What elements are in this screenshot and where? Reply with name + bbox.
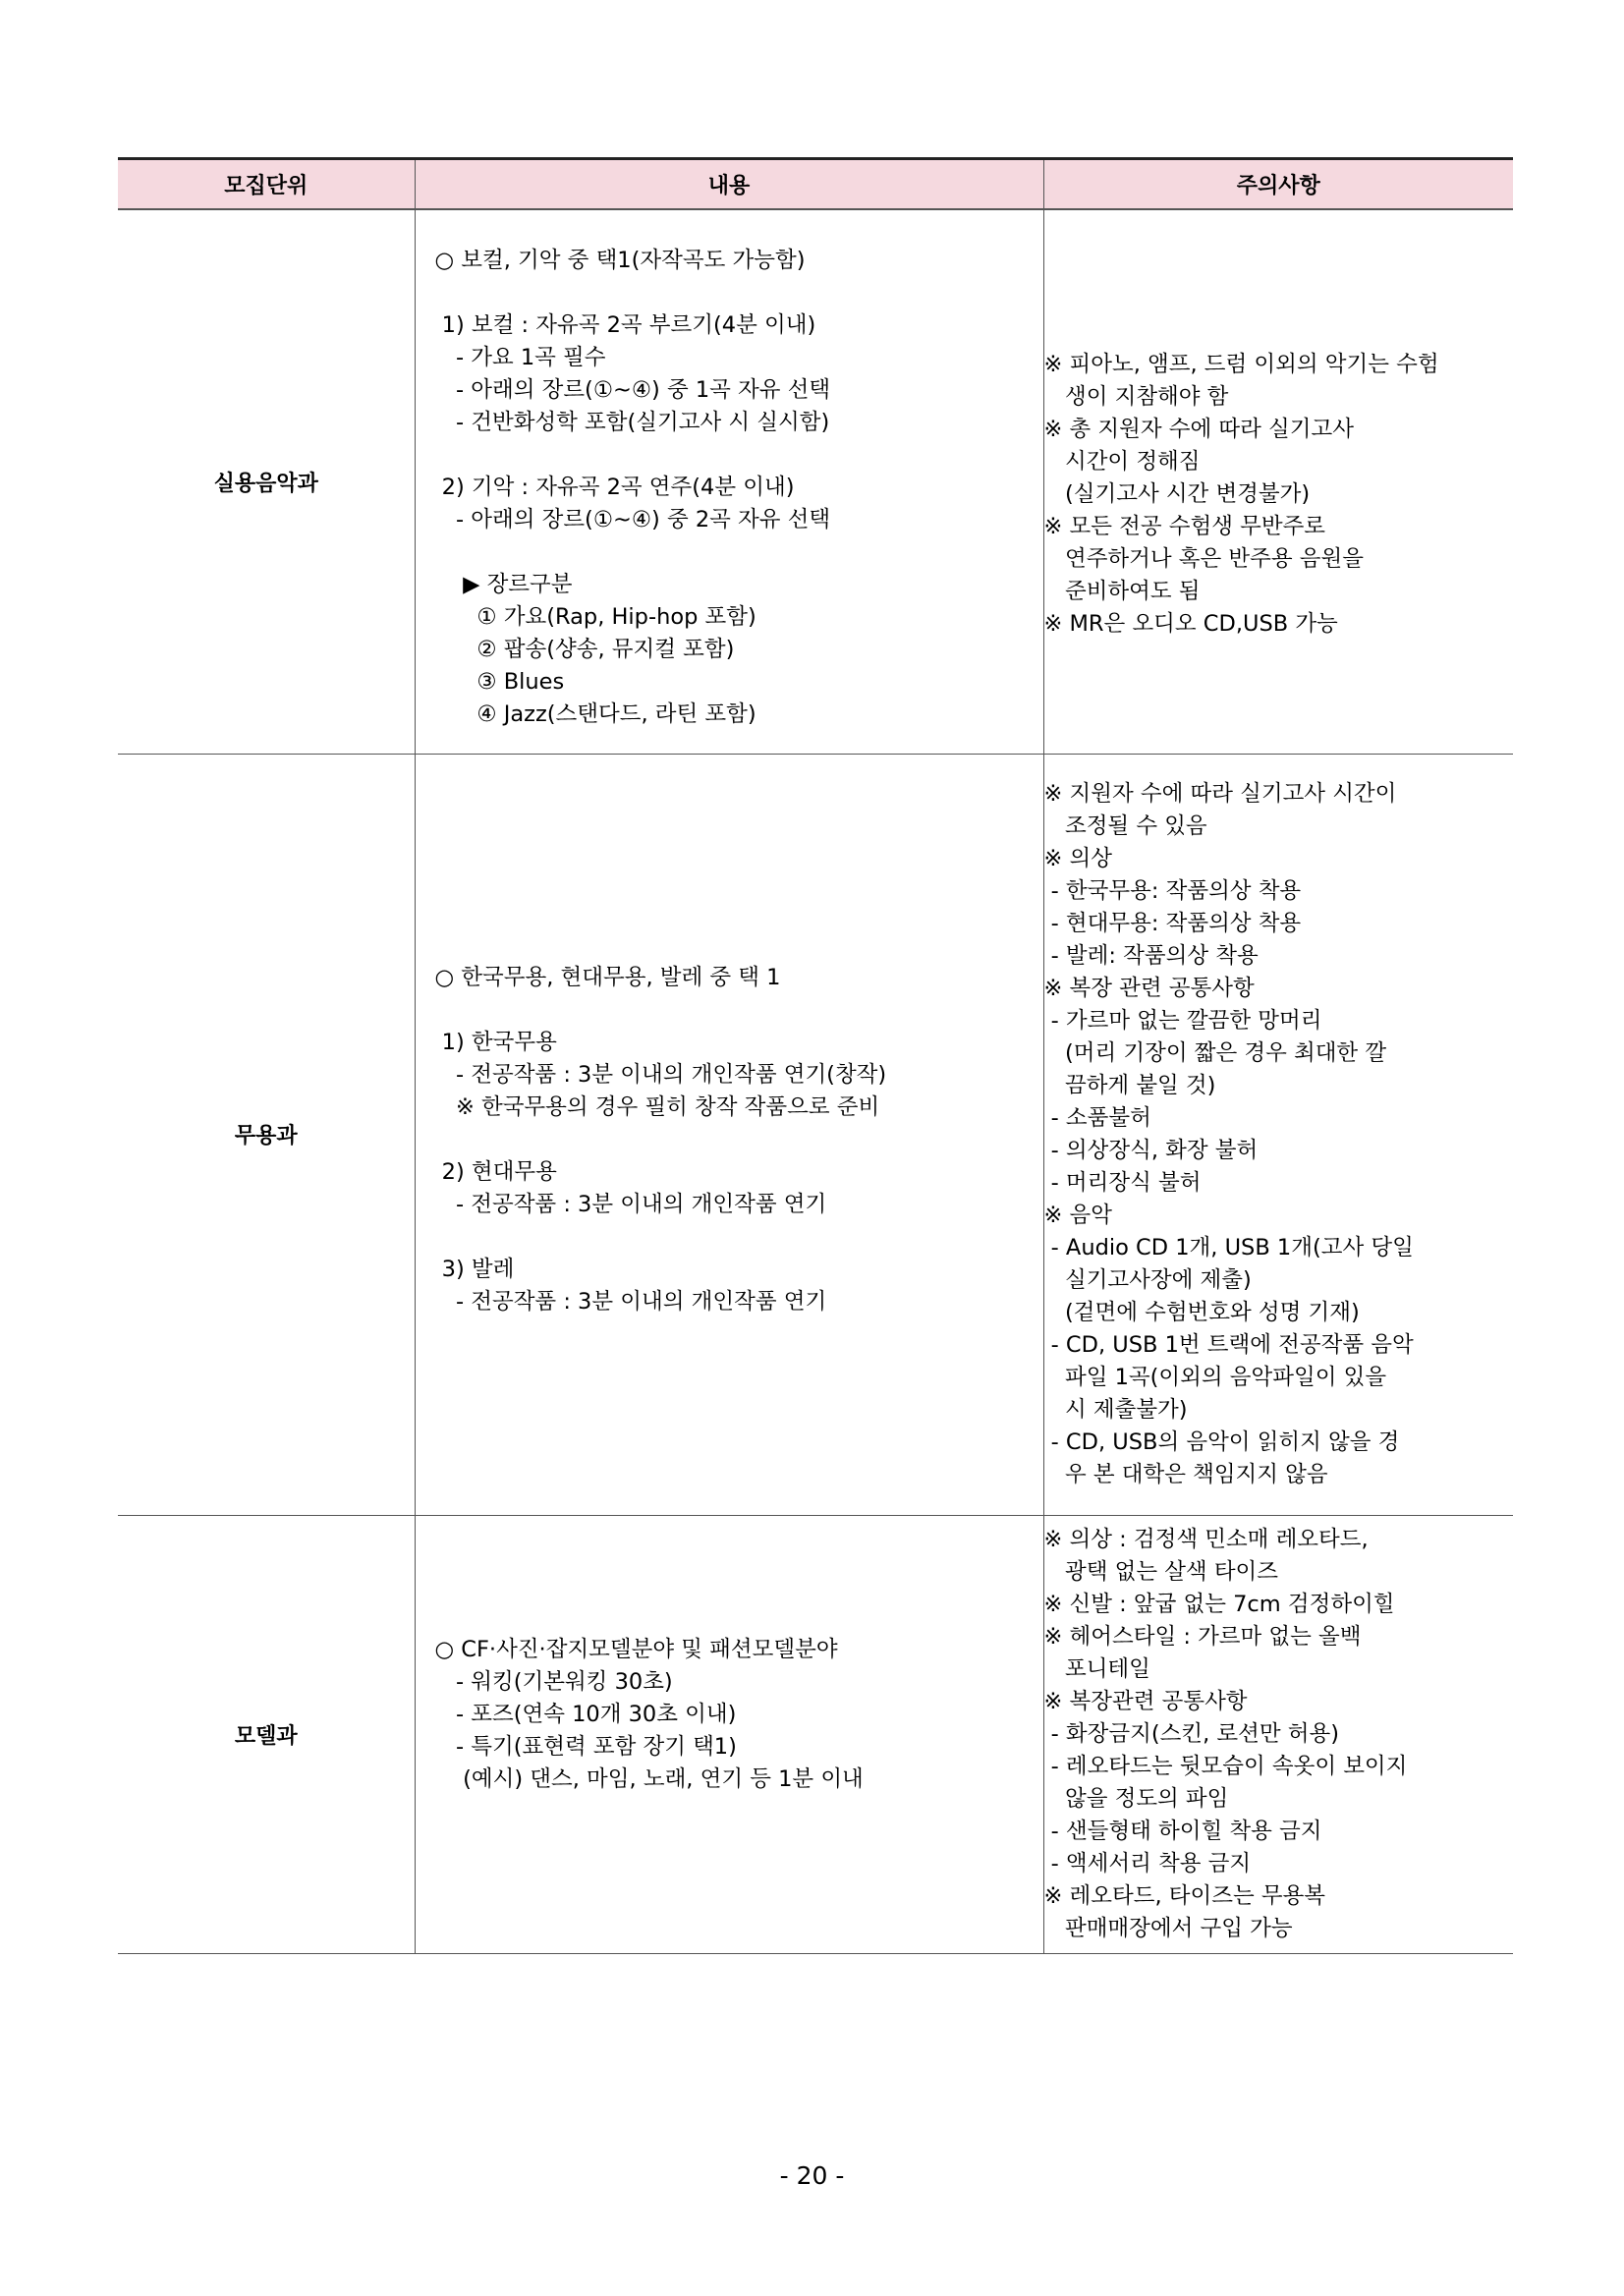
unit-cell: 실용음악과 bbox=[118, 209, 415, 754]
notes-lines bbox=[1044, 778, 1504, 1491]
text-line: ※ 총 지원자 수에 따라 실기고사 bbox=[1043, 416, 1354, 442]
text-line: ② 팝송(샹송, 뮤지컬 포함) bbox=[434, 636, 735, 662]
blank-line bbox=[435, 994, 1034, 1027]
text-line: 포니테일 bbox=[1043, 1655, 1150, 1682]
text-line: - 의상장식, 화장 불허 bbox=[1043, 1137, 1259, 1163]
text-line: - 포즈(연속 10개 30초 이내) bbox=[434, 1701, 737, 1727]
text-line: - 한국무용: 작품의상 착용 bbox=[1043, 877, 1302, 904]
text-line: 연주하거나 혹은 반주용 음원을 bbox=[1043, 545, 1364, 572]
text-line: - 전공작품 : 3분 이내의 개인작품 연기 bbox=[434, 1192, 827, 1217]
table-row-practical-music bbox=[118, 209, 1513, 754]
text-line: ○ 한국무용, 현대무용, 발레 중 택 1 bbox=[434, 965, 781, 990]
text-line: 1) 보컬 : 자유곡 2곡 부르기(4분 이내) bbox=[434, 311, 816, 338]
text-line: ▶ 장르구분 bbox=[434, 571, 573, 597]
text-line: - 머리장식 불허 bbox=[1043, 1169, 1202, 1196]
text-line: (머리 기장이 짧은 경우 최대한 깔 bbox=[1043, 1039, 1387, 1066]
text-line: - 소품불허 bbox=[1043, 1104, 1151, 1131]
text-line: 파일 1곡(이외의 음악파일이 있을 bbox=[1043, 1364, 1387, 1390]
text-line: ※ 신발 : 앞굽 없는 7cm 검정하이힐 bbox=[1043, 1591, 1395, 1617]
notes-lines bbox=[1044, 349, 1504, 641]
text-line: 1) 한국무용 bbox=[434, 1030, 557, 1055]
text-line: - 전공작품 : 3분 이내의 개인작품 연기(창작) bbox=[434, 1062, 887, 1088]
text-line: ④ Jazz(스탠다드, 라틴 포함) bbox=[434, 700, 756, 727]
text-line: - 샌들형태 하이힐 착용 금지 bbox=[1043, 1818, 1322, 1844]
content-cell bbox=[415, 209, 1043, 754]
text-line: - CD, USB 1번 트랙에 전공작품 음악 bbox=[1043, 1331, 1414, 1358]
table-header-row bbox=[118, 159, 1513, 210]
text-line: ※ 복장관련 공통사항 bbox=[1043, 1688, 1248, 1714]
content-lines bbox=[435, 245, 1034, 731]
table-row-dance bbox=[118, 754, 1513, 1515]
table-row-model bbox=[118, 1515, 1513, 1953]
text-line: 2) 기악 : 자유곡 2곡 연주(4분 이내) bbox=[434, 474, 795, 500]
unit-cell: 무용과 bbox=[118, 754, 415, 1515]
text-line: ※ 피아노, 앰프, 드럼 이외의 악기는 수험 bbox=[1043, 351, 1439, 377]
text-line: 실기고사장에 제출) bbox=[1043, 1266, 1252, 1293]
text-line: 3) 발레 bbox=[434, 1257, 515, 1282]
blank-line bbox=[435, 536, 1034, 569]
text-line: 광택 없는 살색 타이즈 bbox=[1043, 1558, 1279, 1585]
content-cell bbox=[415, 754, 1043, 1515]
text-line: - 화장금지(스킨, 로션만 허용) bbox=[1043, 1720, 1340, 1747]
unit-cell: 모델과 bbox=[118, 1515, 415, 1953]
text-line: - 아래의 장르(①~④) 중 1곡 자유 선택 bbox=[434, 376, 831, 403]
notes-cell bbox=[1043, 209, 1513, 754]
text-line: 준비하여도 됨 bbox=[1043, 578, 1201, 604]
text-line: - 전공작품 : 3분 이내의 개인작품 연기 bbox=[434, 1289, 827, 1315]
content-cell bbox=[415, 1515, 1043, 1953]
text-line: ※ 지원자 수에 따라 실기고사 시간이 bbox=[1043, 780, 1397, 807]
text-line: ※ MR은 오디오 CD,USB 가능 bbox=[1043, 610, 1338, 637]
header-unit: 모집단위 bbox=[118, 159, 415, 210]
text-line: - 특기(표현력 포함 장기 택1) bbox=[434, 1733, 737, 1760]
text-line: ① 가요(Rap, Hip-hop 포함) bbox=[434, 603, 756, 630]
text-line: 시 제출불가) bbox=[1043, 1396, 1188, 1423]
text-line: - 발레: 작품의상 착용 bbox=[1043, 942, 1259, 969]
text-line: 판매매장에서 구입 가능 bbox=[1043, 1915, 1293, 1941]
text-line: - 건반화성학 포함(실기고사 시 실시함) bbox=[434, 409, 830, 435]
text-line: ※ 헤어스타일 : 가르마 없는 올백 bbox=[1043, 1623, 1362, 1650]
text-line: (예시) 댄스, 마임, 노래, 연기 등 1분 이내 bbox=[434, 1765, 864, 1792]
page-number: - 20 - bbox=[779, 2161, 845, 2190]
text-line: 2) 현대무용 bbox=[434, 1159, 557, 1185]
text-line: - 아래의 장르(①~④) 중 2곡 자유 선택 bbox=[434, 506, 831, 532]
text-line: ○ 보컬, 기악 중 택1(자작곡도 가능함) bbox=[434, 247, 806, 273]
text-line: (실기고사 시간 변경불가) bbox=[1043, 480, 1311, 507]
content-lines bbox=[435, 962, 1034, 1318]
text-line: ※ 복장 관련 공통사항 bbox=[1043, 975, 1255, 1001]
text-line: ※ 음악 bbox=[1043, 1202, 1112, 1228]
text-line: ※ 의상 bbox=[1043, 845, 1112, 871]
text-line: 시간이 정해짐 bbox=[1043, 448, 1201, 475]
blank-line bbox=[435, 1221, 1034, 1254]
text-line: ※ 모든 전공 수험생 무반주로 bbox=[1043, 513, 1326, 539]
text-line: 조정될 수 있음 bbox=[1043, 812, 1207, 839]
notes-cell bbox=[1043, 1515, 1513, 1953]
text-line: ※ 의상 : 검정색 민소매 레오타드, bbox=[1043, 1526, 1369, 1552]
text-line: - 레오타드는 뒷모습이 속옷이 보이지 bbox=[1043, 1753, 1408, 1779]
header-notes: 주의사항 bbox=[1043, 159, 1513, 210]
text-line: 우 본 대학은 책임지지 않음 bbox=[1043, 1461, 1328, 1487]
text-line: - 워킹(기본워킹 30초) bbox=[434, 1668, 673, 1695]
text-line: (겉면에 수험번호와 성명 기재) bbox=[1043, 1299, 1360, 1325]
notes-cell bbox=[1043, 754, 1513, 1515]
text-line: ○ CF·사진·잡지모델분야 및 패션모델분야 bbox=[434, 1636, 838, 1662]
text-line: - Audio CD 1개, USB 1개(고사 당일 bbox=[1043, 1234, 1414, 1260]
content-lines bbox=[435, 1634, 1034, 1796]
text-line: 끔하게 붙일 것) bbox=[1043, 1072, 1216, 1098]
text-line: ※ 한국무용의 경우 필히 창작 작품으로 준비 bbox=[434, 1094, 880, 1120]
text-line: ③ Blues bbox=[434, 668, 565, 695]
text-line: 않을 정도의 파임 bbox=[1043, 1785, 1229, 1812]
text-line: - 가요 1곡 필수 bbox=[434, 344, 606, 370]
text-line: - 현대무용: 작품의상 착용 bbox=[1043, 910, 1302, 936]
notes-lines bbox=[1044, 1524, 1504, 1945]
blank-line bbox=[435, 277, 1034, 309]
admission-requirements-table bbox=[118, 157, 1513, 1954]
header-content: 내용 bbox=[415, 159, 1043, 210]
blank-line bbox=[435, 439, 1034, 472]
text-line: 생이 지참해야 함 bbox=[1043, 383, 1229, 410]
text-line: - 액세서리 착용 금지 bbox=[1043, 1850, 1252, 1876]
text-line: ※ 레오타드, 타이즈는 무용복 bbox=[1043, 1882, 1326, 1909]
blank-line bbox=[435, 1124, 1034, 1156]
text-line: - CD, USB의 음악이 읽히지 않을 경 bbox=[1043, 1428, 1400, 1455]
text-line: - 가르마 없는 깔끔한 망머리 bbox=[1043, 1007, 1322, 1034]
